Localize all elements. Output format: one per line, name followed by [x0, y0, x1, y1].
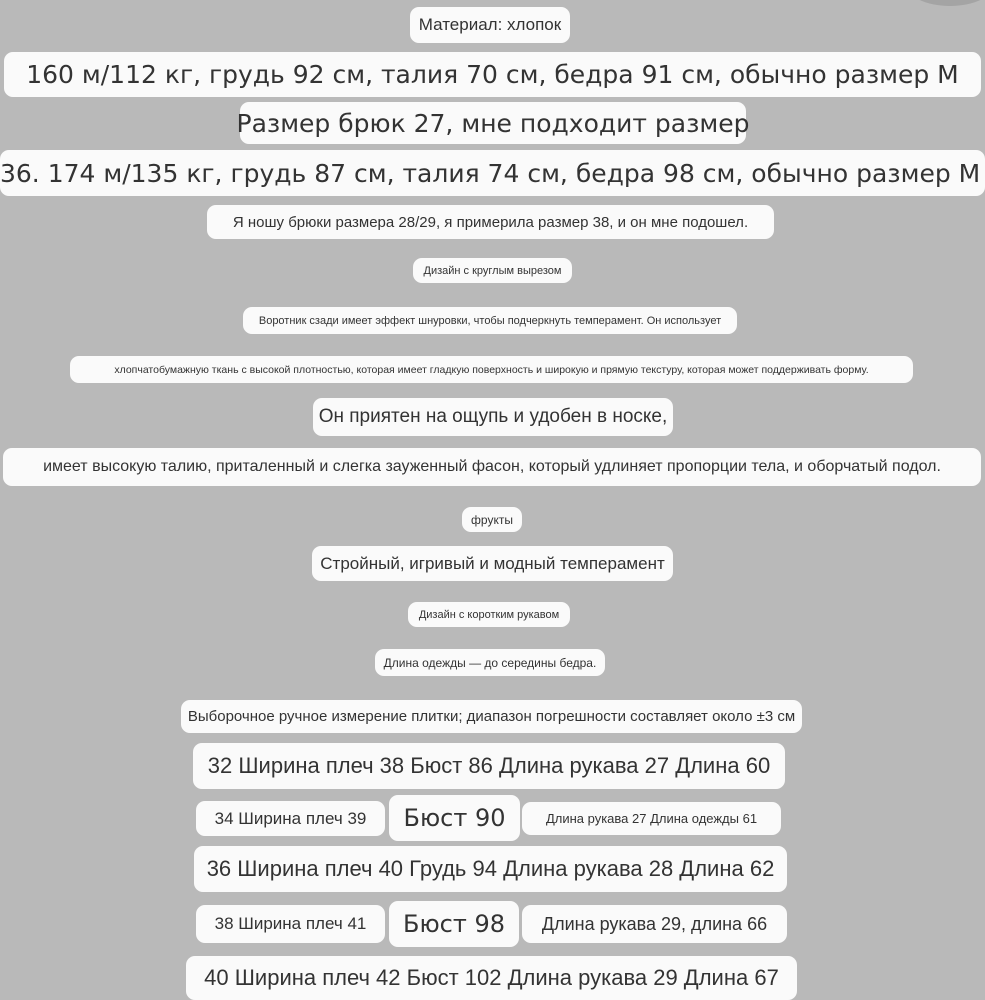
wear-note: Я ношу брюки размера 28/29, я примерила размер 38, и он мне подошел. — [207, 205, 774, 239]
length-note: Длина одежды — до середины бедра. — [375, 649, 605, 676]
pants-size-line: Размер брюк 27, мне подходит размер — [240, 102, 746, 144]
neckline-note: Дизайн с круглым вырезом — [413, 258, 572, 283]
size-38-bust: Бюст 98 — [389, 901, 519, 947]
size-34-bust: Бюст 90 — [389, 795, 520, 841]
size-32-row: 32 Ширина плеч 38 Бюст 86 Длина рукава 27 Длина 60 — [193, 743, 785, 789]
fruits-label: фрукты — [462, 507, 522, 532]
style-note: Стройный, игривый и модный темперамент — [312, 546, 673, 581]
size-36-row: 36 Ширина плеч 40 Грудь 94 Длина рукава 28 Длина 62 — [194, 846, 787, 892]
size-38-shoulder: 38 Ширина плеч 41 — [196, 905, 385, 943]
model-1-measurements: 160 м/112 кг, грудь 92 см, талия 70 см, бедра 91 см, обычно размер M — [4, 52, 981, 97]
size-40-row: 40 Ширина плеч 42 Бюст 102 Длина рукава 29 Длина 67 — [186, 956, 797, 1000]
collar-note: Воротник сзади имеет эффект шнуровки, чтобы подчеркнуть темперамент. Он использует — [243, 307, 737, 334]
sleeve-note: Дизайн с коротким рукавом — [408, 602, 570, 627]
model-2-measurements: 36. 174 м/135 кг, грудь 87 см, талия 74 см, бедра 98 см, обычно размер M — [0, 150, 985, 196]
fit-note: имеет высокую талию, приталенный и слегка зауженный фасон, который удлиняет пропорции тела, и оборчатый подол. — [3, 448, 981, 486]
fabric-note: хлопчатобумажную ткань с высокой плотностью, которая имеет гладкую поверхность и широкую и прямую текстуру, которая может поддерживать форму. — [70, 356, 913, 383]
material-label: Материал: хлопок — [410, 7, 570, 43]
corner-shape — [905, 0, 985, 6]
measurement-note: Выборочное ручное измерение плитки; диапазон погрешности составляет около ±3 см — [181, 700, 802, 733]
size-38-sleeve-length: Длина рукава 29, длина 66 — [522, 905, 787, 943]
touch-note: Он приятен на ощупь и удобен в носке, — [313, 398, 673, 436]
size-34-shoulder: 34 Ширина плеч 39 — [196, 801, 385, 836]
size-34-sleeve-length: Длина рукава 27 Длина одежды 61 — [522, 802, 781, 835]
